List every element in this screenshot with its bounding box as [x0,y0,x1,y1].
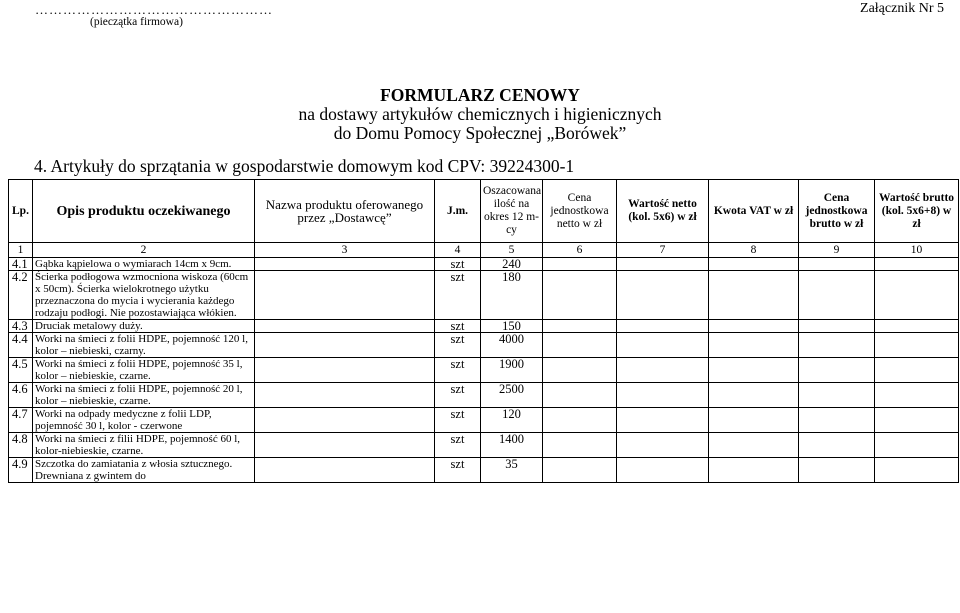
row-description: Worki na śmieci z filii HDPE, pojemność 60 l, kolor-niebieskie, czarne. [33,433,255,458]
row-unit-gross-cell [799,458,875,483]
header-unit-net: Cena jednostkowa netto w zł [543,180,617,243]
row-description: Worki na śmieci z folii HDPE, pojemność 20 l, kolor – niebieskie, czarne. [33,383,255,408]
row-quantity: 35 [481,458,543,483]
row-unit-gross-cell [799,358,875,383]
row-description: Szczotka do zamiatania z włosia sztucznego. Drewniana z gwintem do [33,458,255,483]
row-value-net-cell [617,383,709,408]
column-number: 7 [617,243,709,258]
row-value-net-cell [617,320,709,333]
row-quantity: 2500 [481,383,543,408]
header-unit: J.m. [435,180,481,243]
header-row [9,180,959,243]
title-line-1: FORMULARZ CENOWY [380,85,580,105]
column-number: 3 [255,243,435,258]
table-row [9,258,959,271]
row-lp: 4.7 [9,408,33,433]
row-unit-net-cell [543,358,617,383]
row-value-gross-cell [875,458,959,483]
row-lp: 4.6 [9,383,33,408]
table-row [9,271,959,320]
column-number: 4 [435,243,481,258]
row-unit-gross-cell [799,271,875,320]
row-unit-net-cell [543,333,617,358]
row-unit-gross-cell [799,258,875,271]
row-vat-cell [709,320,799,333]
row-quantity: 1900 [481,358,543,383]
row-unit: szt [435,458,481,483]
row-value-gross-cell [875,383,959,408]
row-value-gross-cell [875,408,959,433]
title-line-3: do Domu Pomocy Społecznej „Borówek” [333,123,627,143]
row-unit-net-cell [543,271,617,320]
price-table [8,179,959,483]
row-unit-net-cell [543,458,617,483]
column-number: 2 [33,243,255,258]
table-row [9,320,959,333]
column-number: 5 [481,243,543,258]
row-value-net-cell [617,433,709,458]
row-value-gross-cell [875,333,959,358]
row-product-name-cell [255,320,435,333]
row-product-name-cell [255,358,435,383]
row-value-gross-cell [875,358,959,383]
row-description: Gąbka kąpielowa o wymiarach 14cm x 9cm. [33,258,255,271]
column-number: 8 [709,243,799,258]
row-vat-cell [709,333,799,358]
section-heading: 4. Artykuły do sprzątania w gospodarstwie domowym kod CPV: 39224300-1 [34,156,575,176]
row-lp: 4.5 [9,358,33,383]
row-product-name-cell [255,258,435,271]
row-vat-cell [709,271,799,320]
row-value-net-cell [617,358,709,383]
row-quantity: 240 [481,258,543,271]
row-unit-net-cell [543,408,617,433]
table-row [9,408,959,433]
row-product-name-cell [255,433,435,458]
header-quantity: Oszacowana ilość na okres 12 m-cy [481,180,543,243]
row-quantity: 120 [481,408,543,433]
header-product-name: Nazwa produktu oferowanego przez „Dostawcę” [255,180,435,243]
row-lp: 4.4 [9,333,33,358]
row-description: Ścierka podłogowa wzmocniona wiskoza (60cm x 50cm). Ścierka wielokrotnego użytku przeznaczona do mycia i wycierania każdego rodzaju podłogi. Nie pozostawiająca włókien. [33,271,255,320]
column-number-row [9,243,959,258]
row-value-net-cell [617,333,709,358]
row-lp: 4.2 [9,271,33,320]
row-vat-cell [709,433,799,458]
row-unit-gross-cell [799,408,875,433]
column-number: 9 [799,243,875,258]
row-unit: szt [435,433,481,458]
row-quantity: 1400 [481,433,543,458]
row-description: Druciak metalowy duży. [33,320,255,333]
table-row [9,433,959,458]
row-unit-gross-cell [799,333,875,358]
row-product-name-cell [255,408,435,433]
annex-label: Załącznik Nr 5 [860,1,944,16]
company-stamp-label: (pieczątka firmowa) [90,16,183,28]
row-unit-net-cell [543,383,617,408]
row-description: Worki na śmieci z folii HDPE, pojemność 120 l, kolor – niebieski, czarny. [33,333,255,358]
row-value-net-cell [617,271,709,320]
header-unit-gross: Cena jednostkowa brutto w zł [799,180,875,243]
signature-dots: …………………………………………… [35,2,273,17]
row-unit-net-cell [543,433,617,458]
row-unit: szt [435,333,481,358]
row-vat-cell [709,258,799,271]
row-vat-cell [709,458,799,483]
row-lp: 4.9 [9,458,33,483]
row-unit: szt [435,320,481,333]
row-value-gross-cell [875,271,959,320]
row-unit: szt [435,383,481,408]
row-value-gross-cell [875,258,959,271]
table-row [9,333,959,358]
row-description: Worki na odpady medyczne z folii LDP, pojemność 30 l, kolor - czerwone [33,408,255,433]
row-unit-net-cell [543,258,617,271]
row-product-name-cell [255,458,435,483]
header-description: Opis produktu oczekiwanego [33,180,255,243]
title-line-2: na dostawy artykułów chemicznych i higienicznych [298,104,662,124]
row-vat-cell [709,358,799,383]
row-unit: szt [435,358,481,383]
row-quantity: 180 [481,271,543,320]
row-lp: 4.3 [9,320,33,333]
row-vat-cell [709,408,799,433]
row-unit-net-cell [543,320,617,333]
header-value-net: Wartość netto (kol. 5x6) w zł [617,180,709,243]
row-value-net-cell [617,408,709,433]
column-number: 10 [875,243,959,258]
row-product-name-cell [255,271,435,320]
row-unit-gross-cell [799,433,875,458]
header-vat: Kwota VAT w zł [709,180,799,243]
row-value-gross-cell [875,320,959,333]
column-number: 1 [9,243,33,258]
header-lp: Lp. [9,180,33,243]
row-vat-cell [709,383,799,408]
row-unit-gross-cell [799,320,875,333]
row-lp: 4.8 [9,433,33,458]
table-row [9,458,959,483]
row-unit: szt [435,271,481,320]
row-product-name-cell [255,333,435,358]
table-row [9,358,959,383]
table-row [9,383,959,408]
row-value-net-cell [617,458,709,483]
row-description: Worki na śmieci z folii HDPE, pojemność 35 l, kolor – niebieskie, czarne. [33,358,255,383]
document-title [0,86,960,143]
row-quantity: 150 [481,320,543,333]
row-unit-gross-cell [799,383,875,408]
row-unit: szt [435,408,481,433]
row-product-name-cell [255,383,435,408]
row-lp: 4.1 [9,258,33,271]
row-value-net-cell [617,258,709,271]
column-number: 6 [543,243,617,258]
row-value-gross-cell [875,433,959,458]
row-unit: szt [435,258,481,271]
row-quantity: 4000 [481,333,543,358]
header-value-gross: Wartość brutto (kol. 5x6+8) w zł [875,180,959,243]
